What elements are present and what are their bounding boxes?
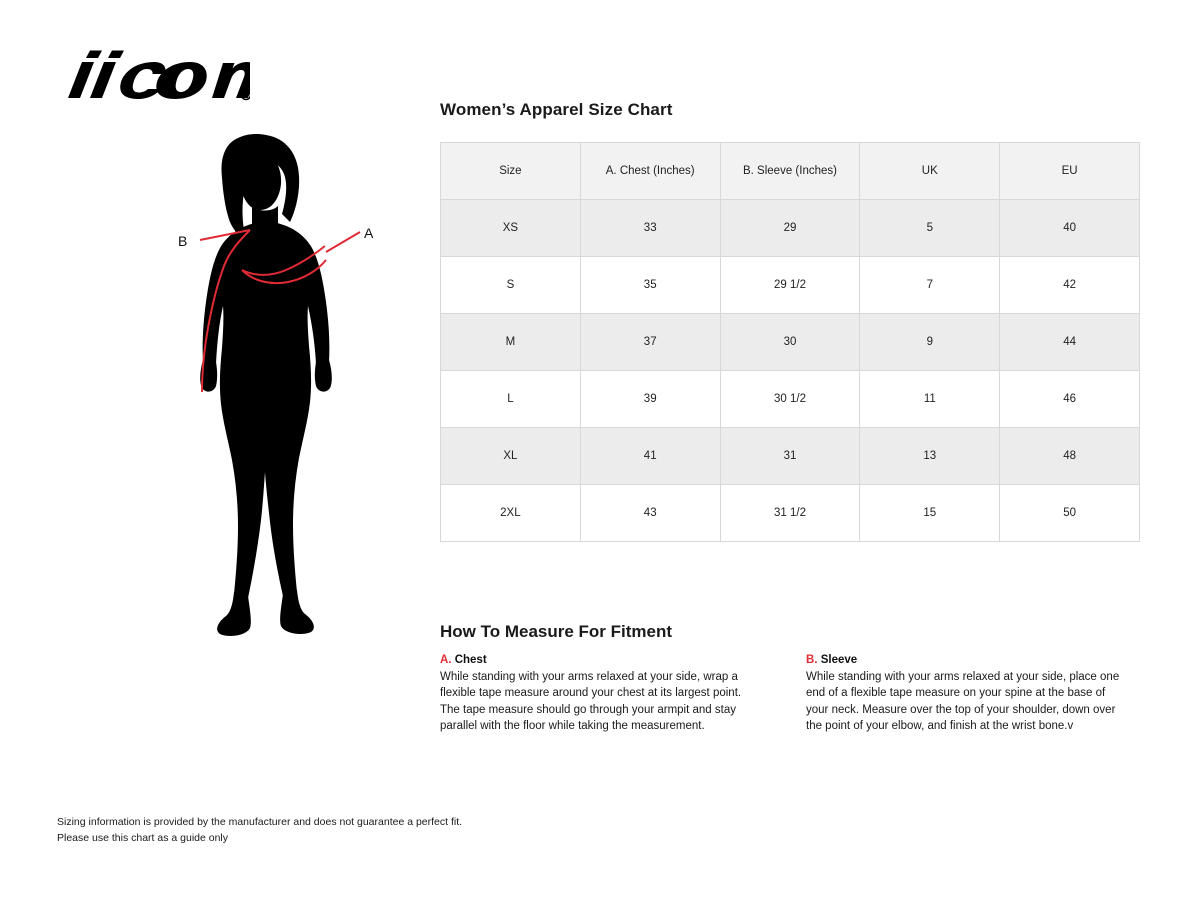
cell-eu: 44 [1000, 314, 1140, 371]
column-header-size: Size [441, 143, 581, 200]
table-header-row [441, 143, 1140, 200]
cell-size: L [441, 371, 581, 428]
measure-item-letter: A. [440, 654, 452, 666]
how-to-measure-columns [440, 654, 1140, 734]
how-to-measure-title: How To Measure For Fitment [440, 622, 673, 641]
page-title: Women’s Apparel Size Chart [440, 100, 673, 119]
cell-size: M [441, 314, 581, 371]
disclaimer-line-1: Sizing information is provided by the manufacturer and does not guarantee a perfect fit. [57, 816, 463, 828]
measure-item-heading [806, 654, 1126, 666]
brand-logo [60, 48, 250, 106]
cell-chest: 39 [580, 371, 720, 428]
cell-sleeve: 29 1/2 [720, 257, 860, 314]
disclaimer-line-2: Please use this chart as a guide only [57, 831, 229, 844]
label-b: B [178, 233, 188, 249]
cell-chest: 37 [580, 314, 720, 371]
svg-text:R: R [243, 94, 248, 101]
cell-chest: 41 [580, 428, 720, 485]
column-header-uk: UK [860, 143, 1000, 200]
column-header-sleeve: B. Sleeve (Inches) [720, 143, 860, 200]
cell-eu: 40 [1000, 200, 1140, 257]
cell-size: 2XL [441, 485, 581, 542]
cell-uk: 13 [860, 428, 1000, 485]
silhouette-body [200, 134, 332, 636]
cell-chest: 35 [580, 257, 720, 314]
cell-eu: 42 [1000, 257, 1140, 314]
measure-item-letter: B. [806, 654, 818, 666]
icon-wordmark-logo [60, 48, 250, 106]
measure-item-heading [440, 654, 760, 666]
cell-size: S [441, 257, 581, 314]
cell-eu: 50 [1000, 485, 1140, 542]
cell-chest: 43 [580, 485, 720, 542]
label-a: A [364, 225, 374, 241]
female-silhouette-diagram [120, 130, 420, 690]
table-row [441, 485, 1140, 542]
measure-item-text: While standing with your arms relaxed at your side, wrap a flexible tape measure around your chest at its largest point. The tape measure should go through your armpit and stay parallel with the floor while taking the measurement. [440, 671, 742, 732]
measure-item-sleeve [806, 654, 1126, 734]
chart-column [440, 100, 1140, 734]
measurement-figure [120, 130, 420, 690]
cell-size: XL [441, 428, 581, 485]
cell-eu: 48 [1000, 428, 1140, 485]
cell-uk: 5 [860, 200, 1000, 257]
cell-size: XS [441, 200, 581, 257]
cell-chest: 33 [580, 200, 720, 257]
table-row [441, 371, 1140, 428]
cell-uk: 9 [860, 314, 1000, 371]
cell-sleeve: 31 [720, 428, 860, 485]
measure-item-name: Chest [454, 654, 487, 666]
cell-uk: 11 [860, 371, 1000, 428]
measure-item-text: While standing with your arms relaxed at your side, place one end of a flexible tape measure on your spine at the base of your neck. Measure over the top of your shoulder, down over the point of your elbow, and finish at the wrist bone.v [806, 671, 1120, 732]
cell-sleeve: 30 1/2 [720, 371, 860, 428]
table-row [441, 428, 1140, 485]
disclaimer [57, 815, 577, 847]
table-header [441, 143, 1140, 200]
how-to-measure-section [440, 622, 1140, 734]
cell-sleeve: 29 [720, 200, 860, 257]
column-header-chest: A. Chest (Inches) [580, 143, 720, 200]
table-body [441, 200, 1140, 542]
cell-uk: 7 [860, 257, 1000, 314]
measure-item-chest [440, 654, 760, 734]
size-chart-table [440, 142, 1140, 542]
table-row [441, 257, 1140, 314]
cell-uk: 15 [860, 485, 1000, 542]
cell-eu: 46 [1000, 371, 1140, 428]
table-row [441, 200, 1140, 257]
table-row [441, 314, 1140, 371]
cell-sleeve: 30 [720, 314, 860, 371]
cell-sleeve: 31 1/2 [720, 485, 860, 542]
column-header-eu: EU [1000, 143, 1140, 200]
measure-item-name: Sleeve [820, 654, 858, 666]
